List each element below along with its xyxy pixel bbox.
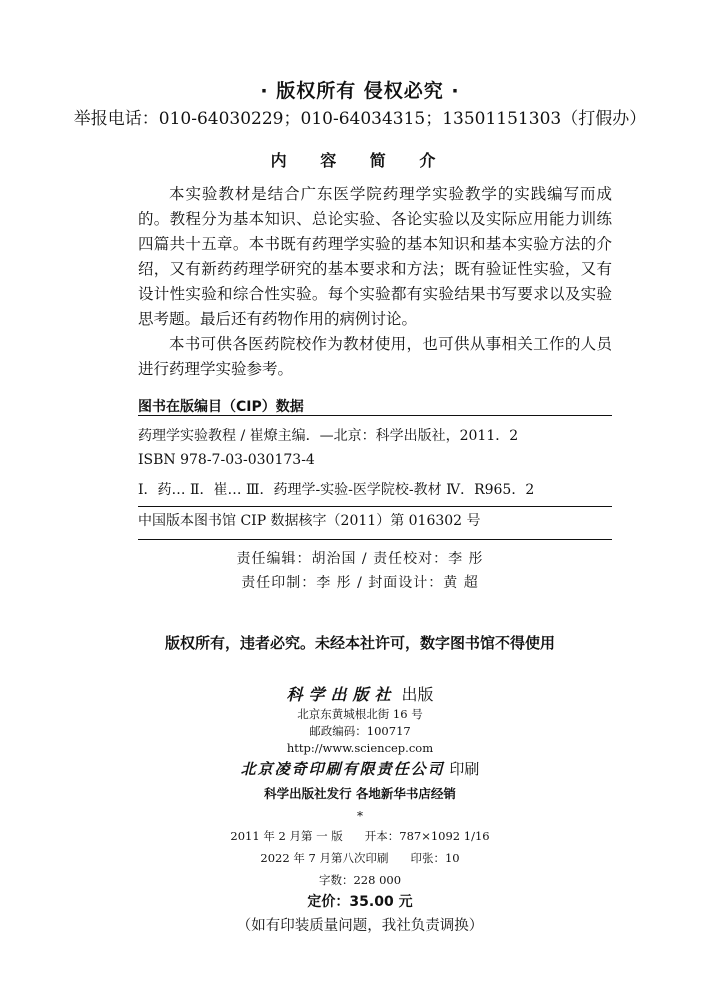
- printer-name: 北京凌奇印刷有限责任公司: [240, 760, 445, 778]
- publisher-address: 北京东黄城根北街 16 号: [297, 707, 423, 721]
- word-count: 字数：228 000: [318, 873, 402, 887]
- first-edition: 2011 年 2 月第 一 版: [230, 829, 343, 843]
- cip-line-classification: Ⅰ．药… Ⅱ．崔… Ⅲ．药理学-实验-医学院校-教材 Ⅳ．R965．2: [138, 482, 535, 498]
- publisher-suffix: 出版: [401, 685, 434, 704]
- cip-line-isbn: ISBN 978-7-03-030173-4: [138, 452, 315, 468]
- summary-paragraph-2: 本书可供各医药院校作为教材使用，也可供从事相关工作的人员进行药理学实验参考。: [138, 335, 612, 378]
- publisher-block: [0, 684, 720, 939]
- cip-title: 图书在版编目（CIP）数据: [138, 399, 304, 415]
- edition-line-2: [0, 847, 720, 869]
- price: 定价：35.00 元: [307, 894, 413, 910]
- publisher-website: http://www.sciencep.com: [286, 741, 434, 755]
- publisher-name: 科学出版社: [286, 685, 397, 704]
- editor-line-2: 责任印制：李 彤 / 封面设计：黄 超: [241, 575, 479, 591]
- printer-suffix: 印刷: [449, 760, 480, 778]
- printed-sheets: 印张：10: [410, 851, 460, 865]
- editors-block: [0, 547, 720, 595]
- summary-body: [138, 182, 612, 382]
- cip-block: [138, 415, 612, 540]
- printer-line: [0, 757, 720, 781]
- edition-line-1: [0, 825, 720, 847]
- cip-line-title: 药理学实验教程 / 崔燎主编．—北京：科学出版社，2011．2: [138, 428, 519, 444]
- cip-line-record: 中国版本图书馆 CIP 数据核字（2011）第 016302 号: [138, 506, 612, 533]
- report-hotline: 举报电话：010-64030229；010-64034315；13501151303（打假办）: [73, 109, 647, 129]
- book-format: 开本：787×1092 1/16: [364, 829, 490, 843]
- separator-star: *: [357, 809, 363, 823]
- editor-line-1: 责任编辑：胡治国 / 责任校对：李 彤: [236, 551, 484, 567]
- rights-statement: 版权所有，违者必究。未经本社许可，数字图书馆不得使用: [164, 634, 555, 652]
- copyright-notice: · 版权所有 侵权必究 ·: [260, 80, 460, 102]
- reprint-info: 2022 年 7 月第八次印刷: [260, 851, 389, 865]
- quality-note: （如有印装质量问题，我社负责调换）: [236, 918, 484, 934]
- publisher-postcode: 邮政编码：100717: [309, 724, 411, 738]
- distribution-line: 科学出版社发行 各地新华书店经销: [264, 786, 456, 801]
- summary-paragraph-1: 本实验教材是结合广东医学院药理学实验教学的实践编写而成的。教程分为基本知识、总论实验、各论实验以及实际应用能力训练四篇共十五章。本书既有药理学实验的基本知识和基本实验方法的介绍，又有新药药理学研究的基本要求和方法；既有验证性实验，又有设计性实验和综合性实验。每个实验都有实验结果书写要求以及实验思考题。最后还有药物作用的病例讨论。: [138, 185, 612, 328]
- publisher-line: [0, 684, 720, 706]
- summary-title: 内 容 简 介: [270, 151, 450, 170]
